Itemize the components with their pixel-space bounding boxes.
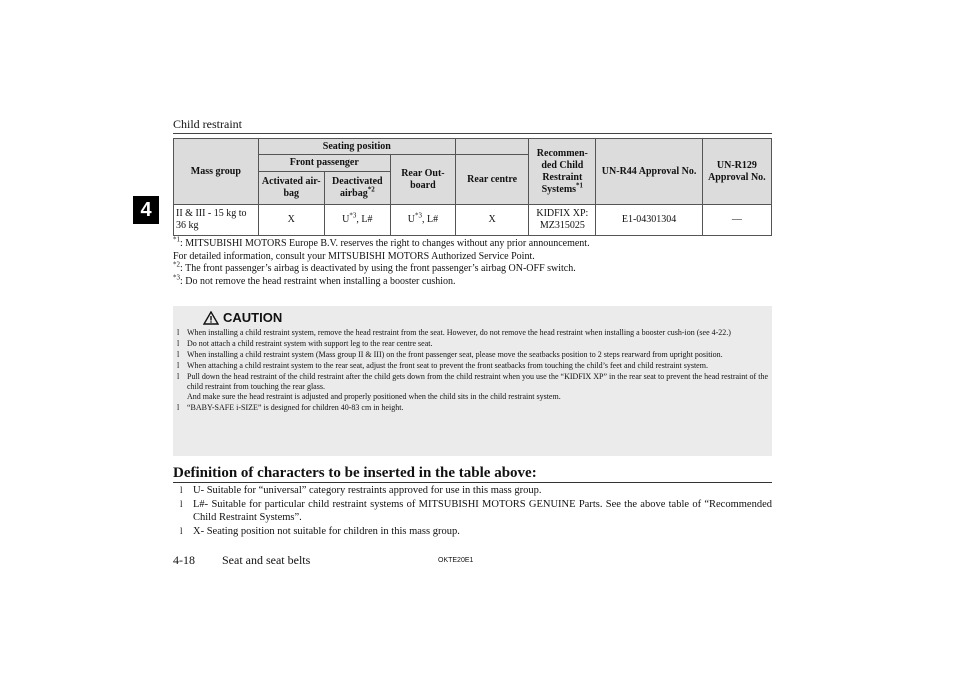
mass-group-header: Mass group [174,139,259,205]
bullet-icon: l [177,328,180,337]
blank-header-cell [455,139,528,155]
definition-item: l L#- Suitable for particular child restraint systems of MITSUBISHI MOTORS GENUINE Parts. See the above table of “Recommended Child Restraint Systems”. [180,499,772,523]
footnote-1: $^{*1}$: MITSUBISHI MOTORS Europe B.V. reserves the right to changes without any prior announcement. [173,235,590,249]
bullet-icon: l [177,361,180,370]
rear-centre-header: Rear centre [455,155,528,205]
header-rule [173,133,772,134]
bullet-icon: l [180,526,183,536]
seating-position-table [173,138,772,236]
caution-item: l When installing a child restraint system, remove the head restraint from the seat. However, do not remove the head restraint when installing a booster cush-ion (see 4-22.) [177,328,731,337]
chapter-tab: 4 [133,196,159,224]
footnote-2: $^{*2}$: The front passenger’s airbag is deactivated by using the front passenger’s airbag ON-OFF switch. [173,260,576,274]
definitions-list [180,484,772,539]
bullet-icon: l [177,372,180,381]
document-code: OKTE20E1 [438,557,474,564]
activated-airbag-header: Activated air-bag [258,172,324,205]
deactivated-airbag-header: Deactivated airbag$^{*2}$ [324,172,390,205]
definitions-title: Definition of characters to be inserted in the table above: [173,465,537,481]
activated-airbag-cell: X [258,205,324,236]
recommended-crs-cell: KIDFIX XP: MZ315025 [529,205,596,236]
running-header-title: Child restraint [173,117,242,131]
recommended-crs-header: Recommen-ded Child Restraint Systems$^{*1}$ [529,139,596,205]
mass-group-cell: II & III - 15 kg to 36 kg [174,205,259,236]
warning-triangle-icon [203,311,219,325]
bullet-icon: l [177,350,180,359]
page-number: 4-18 [173,553,195,567]
caution-item: l “BABY-SAFE i-SIZE” is designed for children 40-83 cm in height. [177,403,404,412]
un-r129-cell: — [702,205,771,236]
definition-item: l X- Seating position not suitable for children in this mass group. [180,526,460,537]
front-passenger-header: Front passenger [258,155,390,172]
footer-section-title: Seat and seat belts [222,553,311,567]
caution-item: l Pull down the head restraint of the child restraint after the child gets down from the child restraint when you use the “KIDFIX XP” in the rear seat to prevent the head restraint of the child restraint from touching the rear glass. And make sure the head restraint is adjusted and properly positioned when the child sits in the child restraint system. [177,372,768,401]
caution-box [173,306,772,456]
seating-position-header: Seating position [258,139,455,155]
un-r44-header: UN-R44 Approval No. [596,139,702,205]
bullet-icon: l [177,339,180,348]
definitions-rule [173,482,772,483]
rear-outboard-cell: $U^{*3}$, L# [390,205,455,236]
un-r44-cell: E1-04301304 [596,205,702,236]
table-row [174,205,772,236]
bullet-icon: l [180,485,183,495]
footnote-3: $^{*3}$: Do not remove the head restraint when installing a booster cushion. [173,273,456,287]
caution-item: l When installing a child restraint system (Mass group II & III) on the front passenger seat, please move the seatbacks position to 2 steps rearward from upright position. [177,350,723,359]
caution-heading [203,310,768,326]
rear-centre-cell: X [455,205,528,236]
caution-item: l Do not attach a child restraint system with support leg to the rear centre seat. [177,339,433,348]
rear-outboard-header: Rear Out-board [390,155,455,205]
deactivated-airbag-cell: $U^{*3}$, L# [324,205,390,236]
caution-label: CAUTION [223,310,283,325]
caution-item: l When attaching a child restraint system to the rear seat, adjust the front seat to prevent the front seatbacks from touching the child’s feet and child restraint system. [177,361,708,370]
un-r129-header: UN-R129 Approval No. [702,139,771,205]
footnotes [173,235,773,288]
definition-item: l U- Suitable for “universal” category restraints approved for use in this mass group. [180,485,542,496]
footnote-1-line2: For detailed information, consult your MITSUBISHI MOTORS Authorized Service Point. [173,250,535,262]
bullet-icon: l [177,403,180,412]
bullet-icon: l [180,499,183,509]
